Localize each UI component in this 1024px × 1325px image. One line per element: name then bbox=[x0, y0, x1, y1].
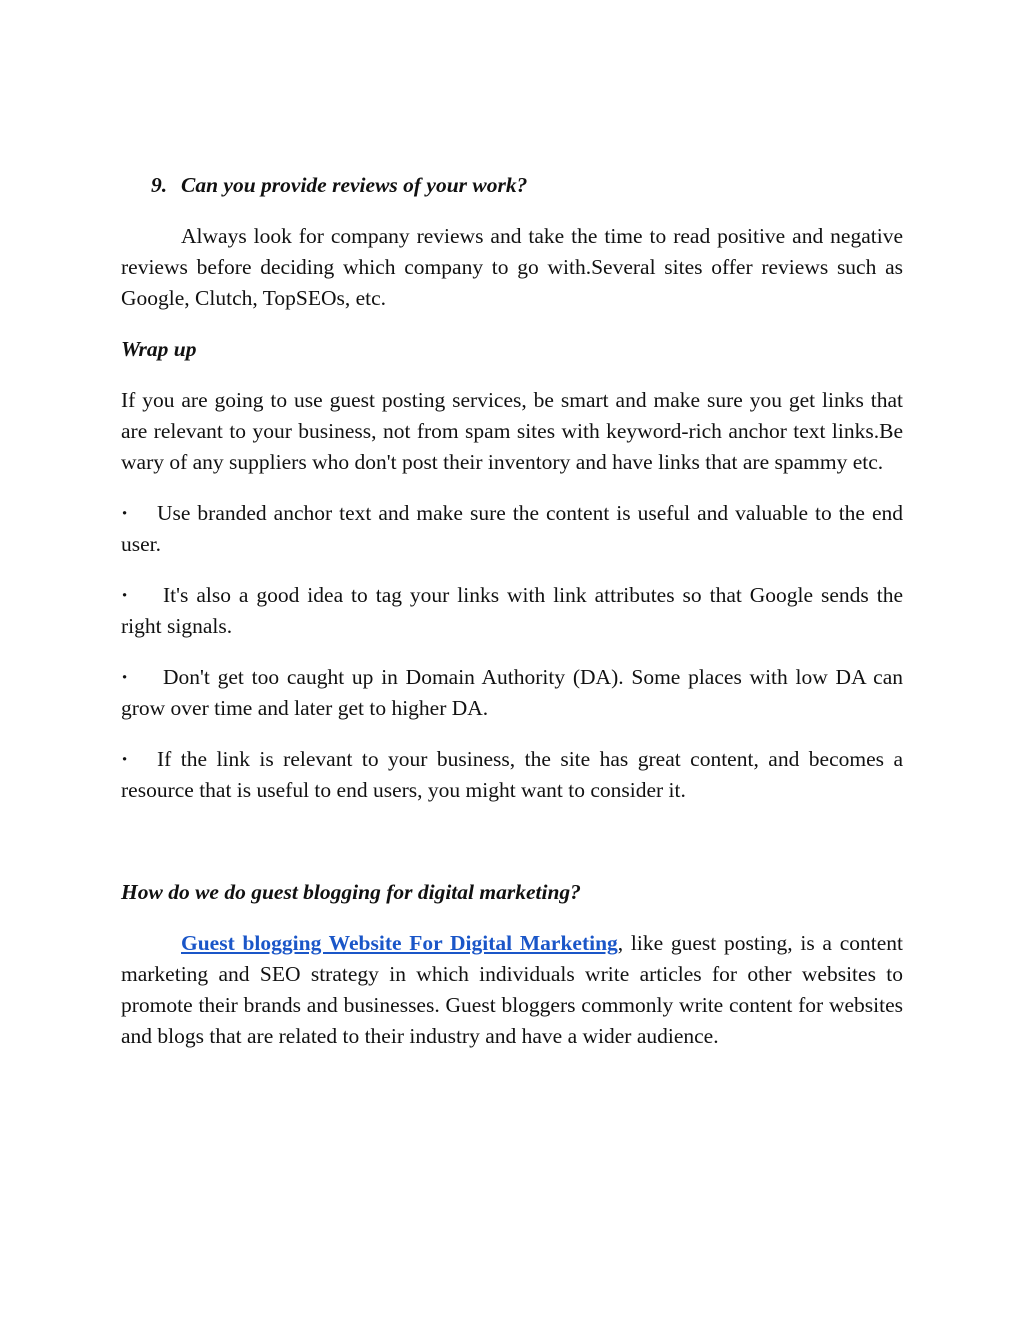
wrap-up-intro: If you are going to use guest posting services, be smart and make sure you get links that are relevant to your business, not from spam sites with keyword-rich anchor text links.Be wary of any suppliers who don't post their inventory and have links that are spammy etc. bbox=[121, 388, 903, 474]
bullet-dot-icon: · bbox=[121, 583, 129, 607]
question-number: 9. bbox=[151, 173, 168, 197]
guest-blogging-heading: How do we do guest blogging for digital marketing? bbox=[121, 880, 581, 904]
document-page bbox=[121, 170, 903, 1072]
guest-blogging-link[interactable]: Guest blogging Website For Digital Marketing bbox=[181, 931, 618, 955]
question-title: Can you provide reviews of your work? bbox=[181, 173, 528, 197]
wrap-up-heading: Wrap up bbox=[121, 337, 197, 361]
bullet-item bbox=[121, 498, 903, 560]
question-9-heading bbox=[151, 170, 903, 201]
guest-blogging-body bbox=[121, 928, 903, 1052]
bullet-text: If the link is relevant to your business, the site has great content, and becomes a resource that is useful to end users, you might want to consider it. bbox=[121, 747, 903, 802]
bullet-text: Don't get too caught up in Domain Authority (DA). Some places with low DA can grow over time and later get to higher DA. bbox=[121, 665, 903, 720]
section-spacer bbox=[121, 826, 903, 877]
guest-blogging-body-text: , like guest posting, is a content marketing and SEO strategy in which individuals write articles for other websites to promote their brands and businesses. Guest bloggers commonly write content for websites and blogs that are related to their industry and have a wider audience. bbox=[121, 931, 903, 1048]
bullet-item bbox=[121, 580, 903, 642]
bullet-item bbox=[121, 662, 903, 724]
bullet-dot-icon: · bbox=[121, 747, 129, 771]
bullet-item bbox=[121, 744, 903, 806]
bullet-text: Use branded anchor text and make sure the content is useful and valuable to the end user. bbox=[121, 501, 903, 556]
question-9-body: Always look for company reviews and take the time to read positive and negative reviews before deciding which company to go with.Several sites offer reviews such as Google, Clutch, TopSEOs, etc. bbox=[121, 224, 903, 310]
bullet-dot-icon: · bbox=[121, 665, 129, 689]
bullet-text: It's also a good idea to tag your links with link attributes so that Google sends the right signals. bbox=[121, 583, 903, 638]
bullet-dot-icon: · bbox=[121, 501, 129, 525]
